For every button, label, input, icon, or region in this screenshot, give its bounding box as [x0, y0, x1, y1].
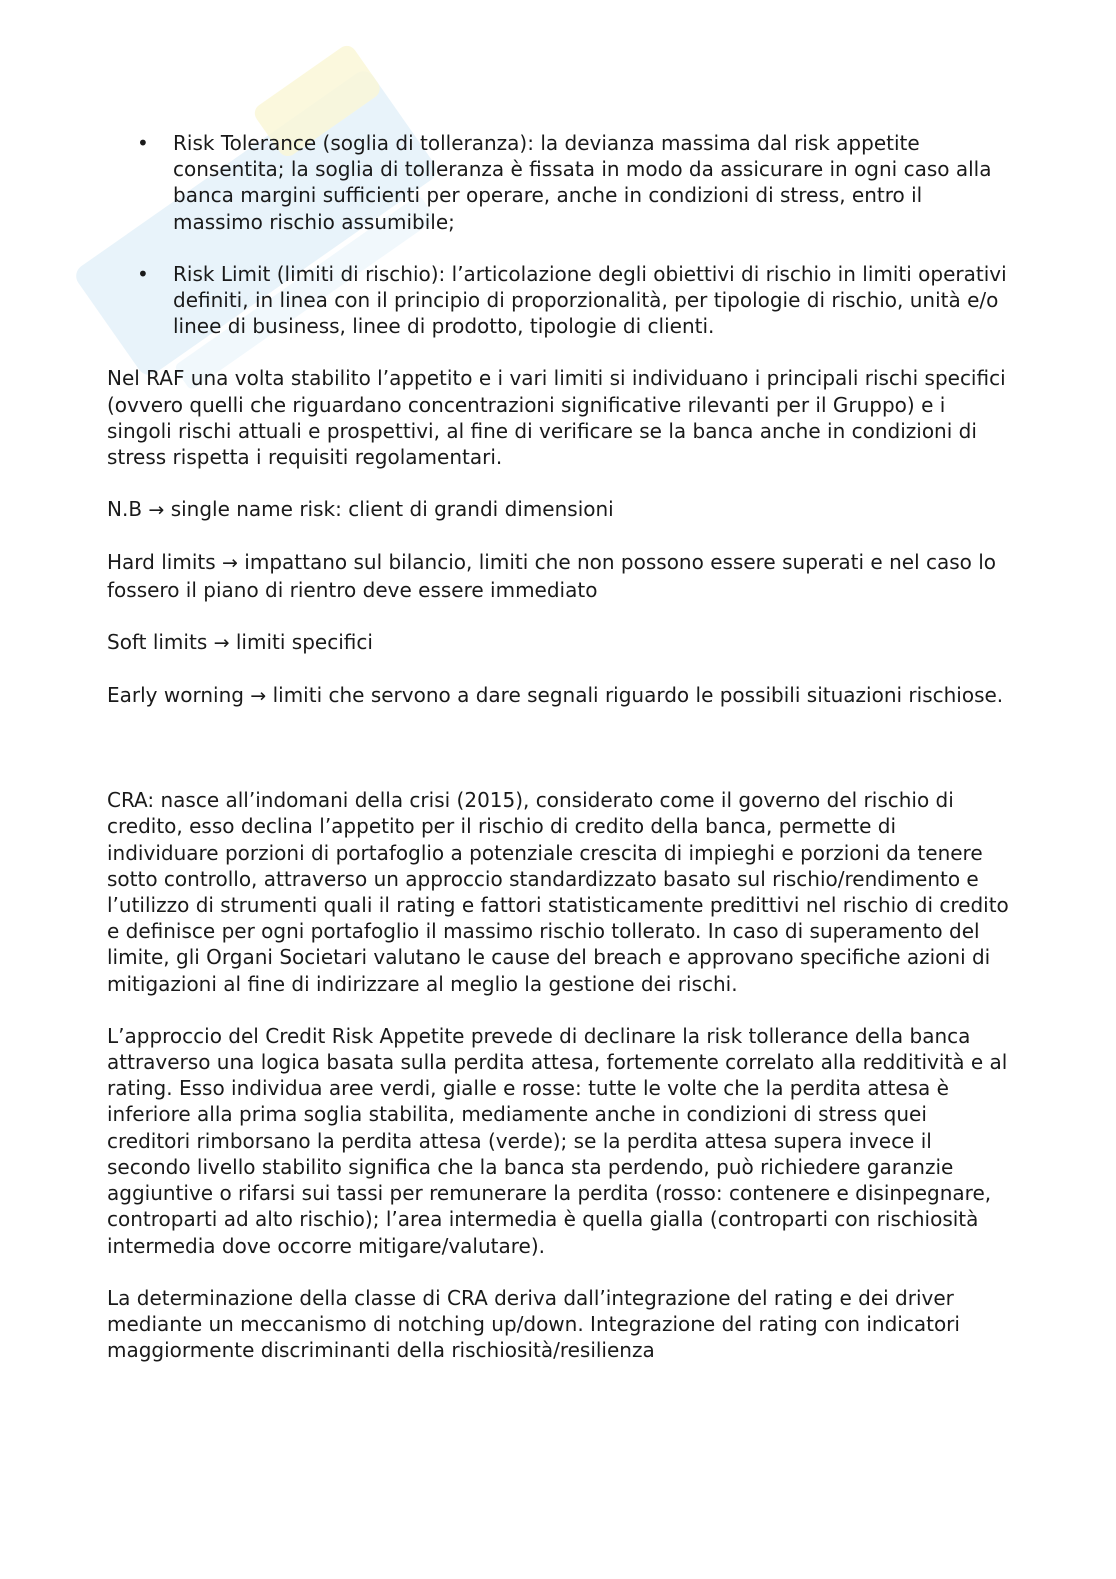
definition-nb: [107, 496, 1012, 523]
definition-text: limiti che servono a dare segnali riguardo le possibili situazioni rischiose.: [272, 683, 1004, 708]
arrow-right-icon: →: [222, 552, 238, 575]
raf-paragraph: Nel RAF una volta stabilito l’appetito e i vari limiti si individuano i principali rischi specifici (ovvero quelli che riguardano concentrazioni significative rilevanti per il Gruppo) e i singoli rischi attuali e prospettivi, al fine di verificare se la banca anche in condizioni di stress rispetta i requisiti regolamentari.: [107, 366, 1006, 470]
document-body: [107, 130, 1012, 1389]
cra-paragraph-approach: L’approccio del Credit Risk Appetite prevede di declinare la risk tollerance della banca attraverso una logica basata sulla perdita attesa, fortemente correlato alla redditività e al rating. Esso individua aree verdi, gialle e rosse: tutte le volte che la perdita attesa è inferiore alla prima soglia stabilita, mediamente anche in condizioni di stress quei creditori rimborsano la perdita attesa (verde); se la perdita attesa supera invece il secondo livello stabilito significa che la banca sta perdendo, può richiedere garanzie aggiuntive o rifarsi sui tassi per remunerare la perdita (rosso: contenere e disinpegnare, controparti ad alto rischio); l’area intermedia è quella gialla (controparti con rischiosità intermedia dove occorre mitigare/valutare).: [107, 1023, 1008, 1258]
arrow-right-icon: →: [148, 499, 165, 522]
definition-text: limiti specifici: [235, 629, 373, 654]
definition-text: single name risk: client di grandi dimensioni: [170, 497, 614, 522]
bullet-item-risk-limit: • Risk Limit (limiti di rischio): l’articolazione degli obiettivi di rischio in limiti operativi definiti, in linea con il principio di proporzionalità, per tipologie di rischio, unità e/o linee di business, linee di prodotto, tipologie di clienti.: [107, 261, 1012, 340]
definition-term: N.B: [107, 497, 143, 522]
cra-paragraph-intro: CRA: nasce all’indomani della crisi (2015), considerato come il governo del rischio di credito, esso declina l’appetito per il rischio di credito della banca, permette di individuare porzioni di portafoglio a potenziale crescita di impieghi e porzioni da tenere sotto controllo, attraverso un approccio standardizzato basato sul rischio/rendimento e l’utilizzo di strumenti quali il rating e fattori statisticamente predittivi nel rischio di credito e definisce per ogni portafoglio il massimo rischio tollerato. In caso di superamento del limite, gli Organi Societari valutano le cause del breach e approvano specifiche azioni di mitigazioni al fine di indirizzare al meglio la gestione dei rischi.: [107, 788, 1009, 996]
bullet-item-risk-tolerance: • Risk Tolerance (soglia di tolleranza): la devianza massima dal risk appetite consentita; la soglia di tolleranza è fissata in modo da assicurare in ogni caso alla banca margini sufficienti per operare, anche in condizioni di stress, entro il massimo rischio assumibile;: [107, 130, 1012, 235]
definition-soft-limits: [107, 629, 1012, 656]
definition-term: Early worning: [107, 683, 244, 708]
definition-term: Soft limits: [107, 629, 208, 654]
definition-early-warning: [107, 682, 1012, 709]
arrow-right-icon: →: [250, 685, 267, 708]
definition-term: Hard limits: [107, 550, 216, 575]
arrow-right-icon: →: [213, 631, 230, 654]
bullet-list: [107, 130, 1012, 339]
definition-text: impattano sul bilancio, limiti che non possono essere superati e nel caso lo fossero il piano di rientro deve essere immediato: [107, 550, 997, 602]
cra-paragraph-determination: La determinazione della classe di CRA deriva dall’integrazione del rating e dei driver mediante un meccanismo di notching up/down. Integrazione del rating con indicatori maggiormente discriminanti della rischiosità/resilienza: [107, 1285, 960, 1363]
definition-hard-limits: [107, 549, 1012, 602]
